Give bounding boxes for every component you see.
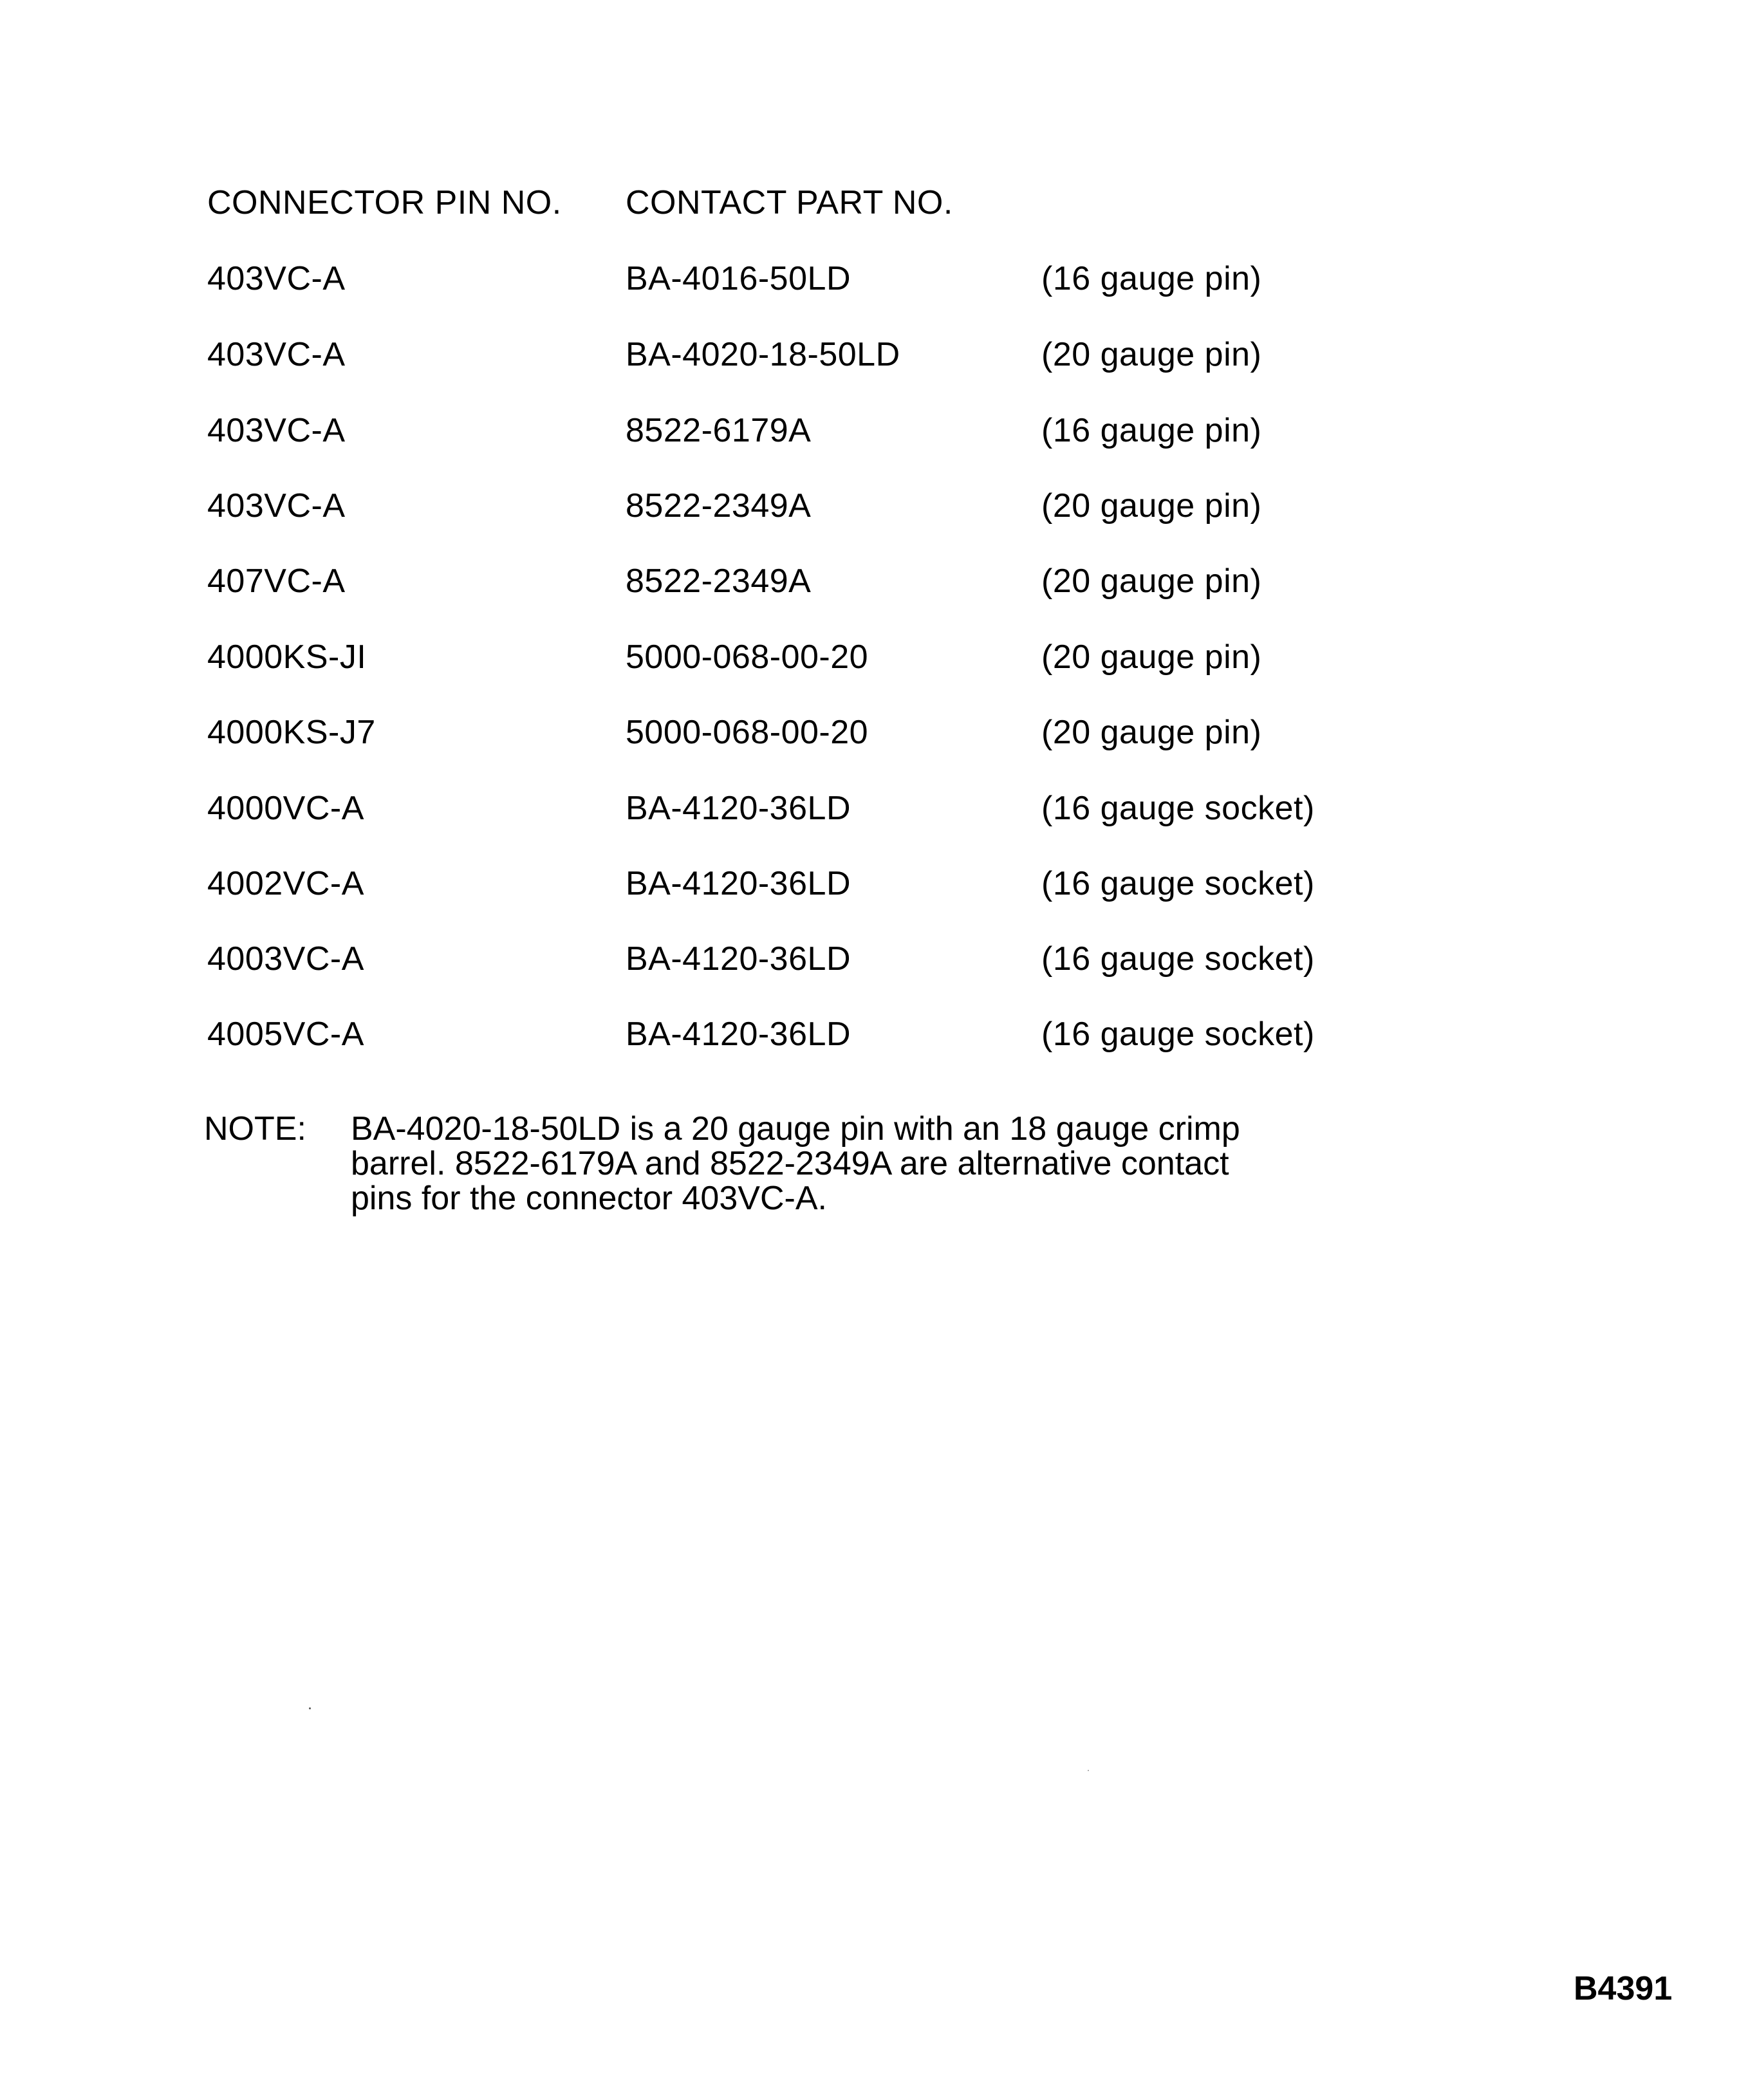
figure-code: B4391: [1574, 1970, 1673, 2007]
desc-cell: (16 gauge pin): [1041, 260, 1262, 297]
header-connector-pin-no: CONNECTOR PIN NO.: [207, 184, 562, 221]
part-cell: BA-4120-36LD: [626, 940, 851, 978]
part-cell: BA-4120-36LD: [626, 790, 851, 827]
scan-speck: [309, 1707, 311, 1709]
note-line: BA-4020-18-50LD is a 20 gauge pin with an 18 gauge crimp: [351, 1110, 1240, 1148]
part-cell: 8522-2349A: [626, 487, 812, 525]
desc-cell: (16 gauge socket): [1041, 1016, 1315, 1053]
pin-cell: 403VC-A: [207, 336, 346, 373]
pin-cell: 4000VC-A: [207, 790, 364, 827]
part-cell: 5000-068-00-20: [626, 638, 869, 676]
pin-cell: 4000KS-J7: [207, 714, 376, 751]
desc-cell: (16 gauge pin): [1041, 412, 1262, 449]
pin-cell: 4005VC-A: [207, 1016, 364, 1053]
desc-cell: (20 gauge pin): [1041, 714, 1262, 751]
pin-cell: 403VC-A: [207, 412, 346, 449]
part-cell: 8522-6179A: [626, 412, 812, 449]
desc-cell: (20 gauge pin): [1041, 487, 1262, 525]
scan-speck: [1088, 1770, 1089, 1771]
desc-cell: (16 gauge socket): [1041, 940, 1315, 978]
desc-cell: (16 gauge socket): [1041, 790, 1315, 827]
desc-cell: (20 gauge pin): [1041, 638, 1262, 676]
pin-cell: 403VC-A: [207, 487, 346, 525]
note-label: NOTE:: [204, 1110, 306, 1148]
part-cell: BA-4120-36LD: [626, 1016, 851, 1053]
pin-cell: 4000KS-JI: [207, 638, 367, 676]
header-contact-part-no: CONTACT PART NO.: [626, 184, 953, 221]
pin-cell: 407VC-A: [207, 562, 346, 600]
desc-cell: (20 gauge pin): [1041, 562, 1262, 600]
pin-cell: 403VC-A: [207, 260, 346, 297]
part-cell: BA-4020-18-50LD: [626, 336, 900, 373]
desc-cell: (16 gauge socket): [1041, 865, 1315, 902]
note-text: [351, 1111, 1445, 1216]
note-line: barrel. 8522-6179A and 8522-2349A are alternative contact: [351, 1145, 1229, 1182]
part-cell: 8522-2349A: [626, 562, 812, 600]
pin-cell: 4002VC-A: [207, 865, 364, 902]
desc-cell: (20 gauge pin): [1041, 336, 1262, 373]
pin-cell: 4003VC-A: [207, 940, 364, 978]
note-line: pins for the connector 403VC-A.: [351, 1180, 827, 1217]
part-cell: BA-4120-36LD: [626, 865, 851, 902]
part-cell: 5000-068-00-20: [626, 714, 869, 751]
part-cell: BA-4016-50LD: [626, 260, 851, 297]
